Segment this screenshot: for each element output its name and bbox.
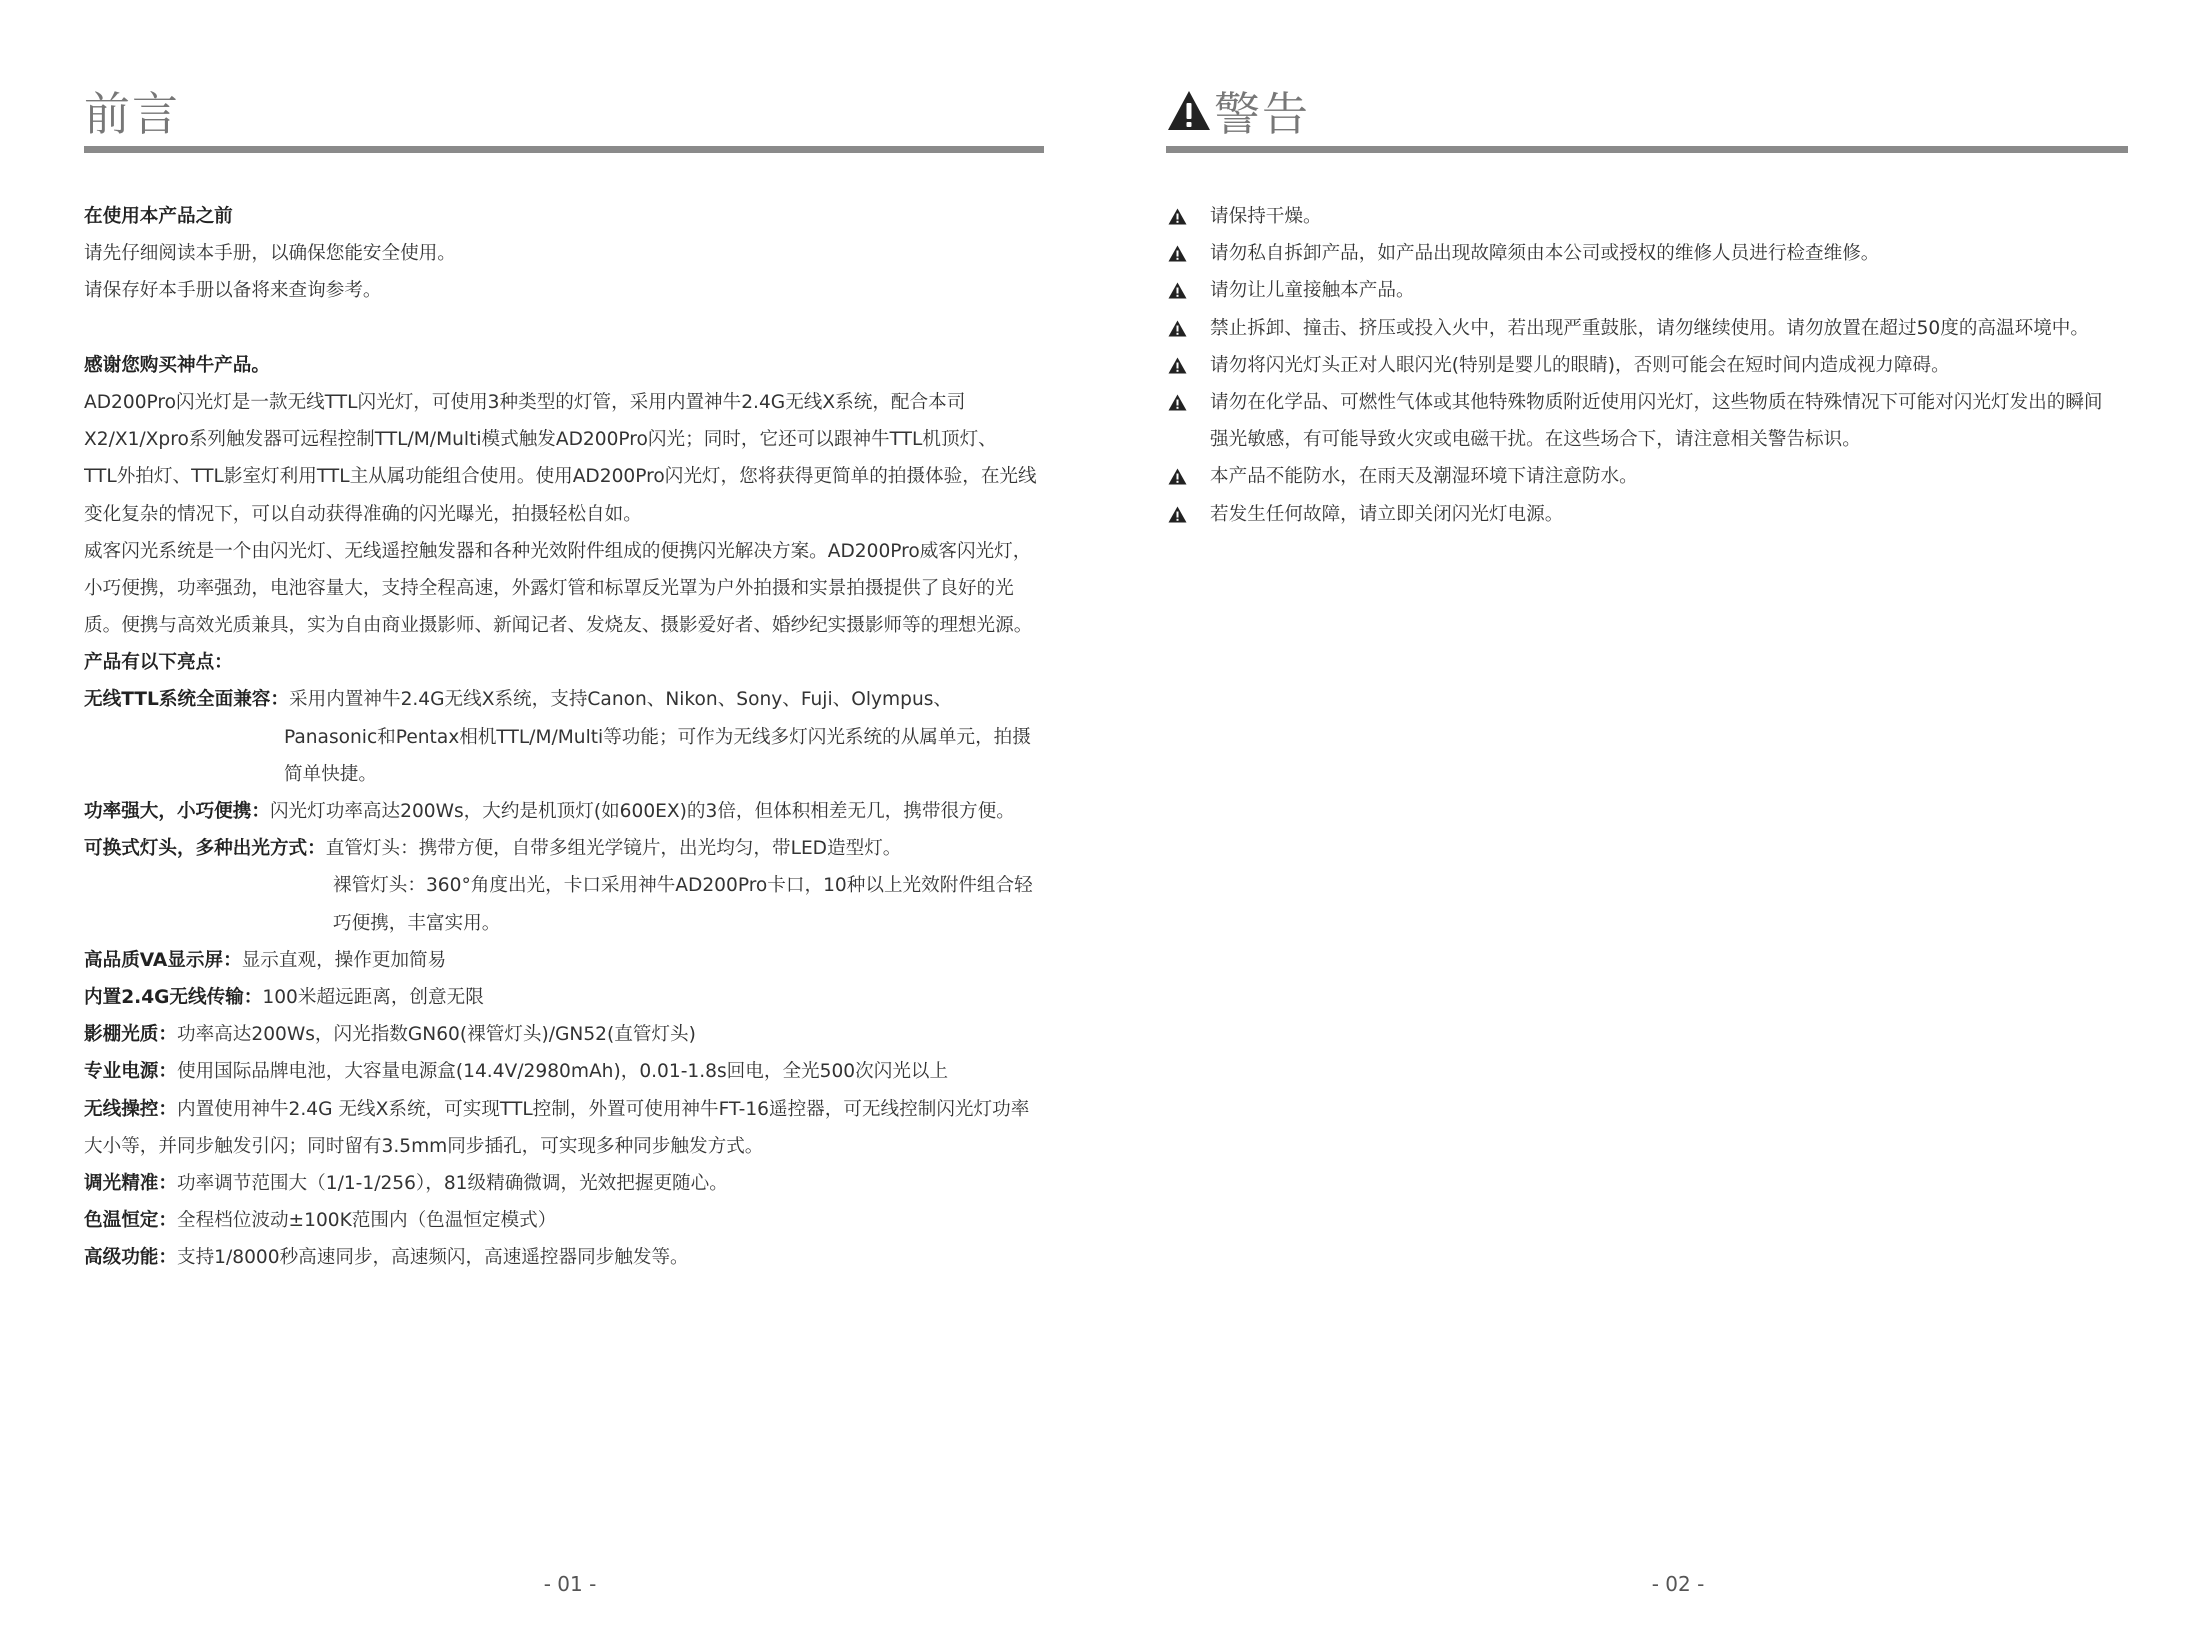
feature-label: 可换式灯头，多种出光方式：	[84, 838, 326, 860]
page-title: 警告	[1214, 87, 1310, 141]
warning-text: 本产品不能防水，在雨天及潮湿环境下请注意防水。	[1210, 466, 1638, 488]
warning-list	[1166, 198, 2128, 533]
feature-text: 内置使用神牛2.4G 无线X系统，可实现TTL控制，外置可使用神牛FT-16遥控器，可无线控制闪光灯功率	[176, 1098, 1030, 1120]
warning-text-cont: 强光敏感，有可能导致火灾或电磁干扰。在这些场合下，请注意相关警告标识。	[1210, 429, 1861, 451]
feature-text-cont: 大小等，并同步触发引闪；同时留有3.5mm同步插孔，可实现多种同步触发方式。	[84, 1135, 764, 1157]
warning-text: 禁止拆卸、撞击、挤压或投入火中，若出现严重鼓胀，请勿继续使用。请勿放置在超过50度的高温环境中。	[1210, 317, 2089, 339]
warning-text: 请勿让儿童接触本产品。	[1210, 280, 1415, 302]
feature-heads	[84, 830, 1044, 867]
before-use-line: 请先仔细阅读本手册，以确保您能安全使用。	[84, 243, 456, 265]
intro-line: 变化复杂的情况下，可以自动获得准确的闪光曝光，拍摄轻松自如。	[84, 503, 642, 525]
feature-text-cont: 巧便携，丰富实用。	[333, 912, 501, 934]
intro-line: TTL外拍灯、TTL影室灯利用TTL主从属功能组合使用。使用AD200Pro闪光灯，您将获得更简单的拍摄体验，在光线	[84, 466, 1037, 488]
page-title: 前言	[84, 87, 180, 141]
feature-text-cont: 裸管灯头：360°角度出光，卡口采用神牛AD200Pro卡口，10种以上光效附件组合轻	[333, 875, 1033, 897]
feature-wireless-control	[84, 1091, 1044, 1128]
page-preface	[84, 0, 1044, 1633]
feature-transmission	[84, 979, 1044, 1016]
warning-triangle-icon	[1168, 208, 1187, 225]
intro-line: 小巧便携，功率强劲，电池容量大，支持全程高速，外露灯管和标罩反光罩为户外拍摄和实景拍摄提供了良好的光	[84, 577, 1014, 599]
feature-label: 色温恒定：	[84, 1210, 177, 1232]
warning-triangle-icon	[1168, 506, 1187, 523]
warning-triangle-icon	[1168, 320, 1187, 337]
feature-power	[84, 793, 1044, 830]
intro-line: X2/X1/Xpro系列触发器可远程控制TTL/M/Multi模式触发AD200Pro闪光；同时，它还可以跟神牛TTL机顶灯、	[84, 429, 997, 451]
feature-label: 调光精准：	[84, 1172, 177, 1194]
warning-triangle-icon	[1166, 88, 1212, 134]
warning-triangle-icon	[1168, 245, 1187, 262]
feature-text: 使用国际品牌电池，大容量电源盒(14.4V/2980mAh)，0.01-1.8s回电，全光500次闪光以上	[176, 1061, 949, 1083]
feature-text-cont: 简单快捷。	[284, 763, 377, 785]
warning-text: 请勿在化学品、可燃性气体或其他特殊物质附近使用闪光灯，这些物质在特殊情况下可能对闪光灯发出的瞬间	[1210, 391, 2103, 413]
warning-text: 请勿将闪光灯头正对人眼闪光(特别是婴儿的眼睛)，否则可能会在短时间内造成视力障碍。	[1210, 354, 1950, 376]
warning-content	[1166, 198, 2128, 533]
feature-text: 100米超远距离，创意无限	[262, 986, 484, 1008]
feature-advanced	[84, 1239, 1044, 1276]
warning-triangle-icon	[1168, 394, 1187, 411]
feature-label: 专业电源：	[84, 1061, 177, 1083]
feature-dimming	[84, 1165, 1044, 1202]
title-rule	[84, 146, 1044, 153]
title-rule	[1166, 146, 2128, 153]
warning-triangle-icon	[1168, 357, 1187, 374]
page-number: - 01 -	[543, 1572, 597, 1596]
page-header	[84, 82, 1044, 152]
feature-text: 支持1/8000秒高速同步，高速频闪，高速遥控器同步触发等。	[176, 1247, 689, 1269]
warning-item	[1166, 310, 2128, 347]
warning-item	[1166, 272, 2128, 309]
warning-text: 请勿私自拆卸产品，如产品出现故障须由本公司或授权的维修人员进行检查维修。	[1210, 243, 1880, 265]
warning-item	[1166, 496, 2128, 533]
thanks-heading: 感谢您购买神牛产品。	[84, 354, 270, 376]
feature-label: 影棚光质：	[84, 1024, 177, 1046]
intro-line: 威客闪光系统是一个由闪光灯、无线遥控触发器和各种光效附件组成的便携闪光解决方案。AD200Pro威客闪光灯，	[84, 540, 1032, 562]
feature-battery	[84, 1053, 1044, 1090]
warning-triangle-icon	[1168, 468, 1187, 485]
warning-item	[1166, 198, 2128, 235]
preface-content	[84, 198, 1044, 1276]
feature-text: 闪光灯功率高达200Ws，大约是机顶灯(如600EX)的3倍，但体积相差无几，携带很方便。	[269, 801, 1015, 822]
intro-line: AD200Pro闪光灯是一款无线TTL闪光灯，可使用3种类型的灯管，采用内置神牛2.4G无线X系统，配合本司	[84, 391, 966, 413]
warning-text: 请保持干燥。	[1210, 206, 1322, 227]
warning-item	[1166, 235, 2128, 272]
warning-item	[1166, 347, 2128, 384]
warning-item	[1166, 384, 2128, 458]
warning-text: 若发生任何故障，请立即关闭闪光灯电源。	[1210, 503, 1564, 525]
feature-studio	[84, 1016, 1044, 1053]
page-header	[1166, 82, 2128, 152]
feature-text-cont: Panasonic和Pentax相机TTL/M/Multi等功能；可作为无线多灯闪光系统的从属单元，拍摄	[284, 726, 1031, 748]
feature-label: 高级功能：	[84, 1247, 177, 1269]
feature-screen	[84, 942, 1044, 979]
feature-color-temp	[84, 1202, 1044, 1239]
page-warning	[1166, 0, 2128, 1633]
warning-item	[1166, 458, 2128, 495]
warning-triangle-icon	[1168, 282, 1187, 299]
intro-line: 质。便携与高效光质兼具，实为自由商业摄影师、新闻记者、发烧友、摄影爱好者、婚纱纪实摄影师等的理想光源。	[84, 615, 1033, 637]
feature-wireless-ttl	[84, 681, 1044, 718]
feature-text: 功率高达200Ws，闪光指数GN60(裸管灯头)/GN52(直管灯头)	[176, 1024, 696, 1046]
features-heading: 产品有以下亮点：	[84, 652, 233, 674]
feature-label: 无线操控：	[84, 1098, 177, 1120]
feature-text: 显示直观，操作更加简易	[241, 949, 447, 971]
spacer	[84, 310, 1044, 347]
feature-label: 功率强大，小巧便携：	[84, 801, 270, 822]
feature-label: 内置2.4G无线传输：	[84, 986, 263, 1008]
feature-label: 无线TTL系统全面兼容：	[84, 689, 289, 711]
feature-text: 直管灯头：携带方便，自带多组光学镜片，出光均匀，带LED造型灯。	[325, 838, 902, 860]
feature-text: 功率调节范围大（1/1-1/256），81级精确微调，光效把握更随心。	[176, 1172, 728, 1194]
before-use-heading: 在使用本产品之前	[84, 206, 233, 227]
before-use-line: 请保存好本手册以备将来查询参考。	[84, 280, 382, 302]
feature-label: 高品质VA显示屏：	[84, 949, 242, 971]
feature-text: 全程档位波动±100K范围内（色温恒定模式）	[176, 1210, 557, 1232]
page-number: - 02 -	[1651, 1572, 1705, 1596]
feature-text: 采用内置神牛2.4G无线X系统，支持Canon、Nikon、Sony、Fuji、Olympus、	[289, 689, 953, 711]
